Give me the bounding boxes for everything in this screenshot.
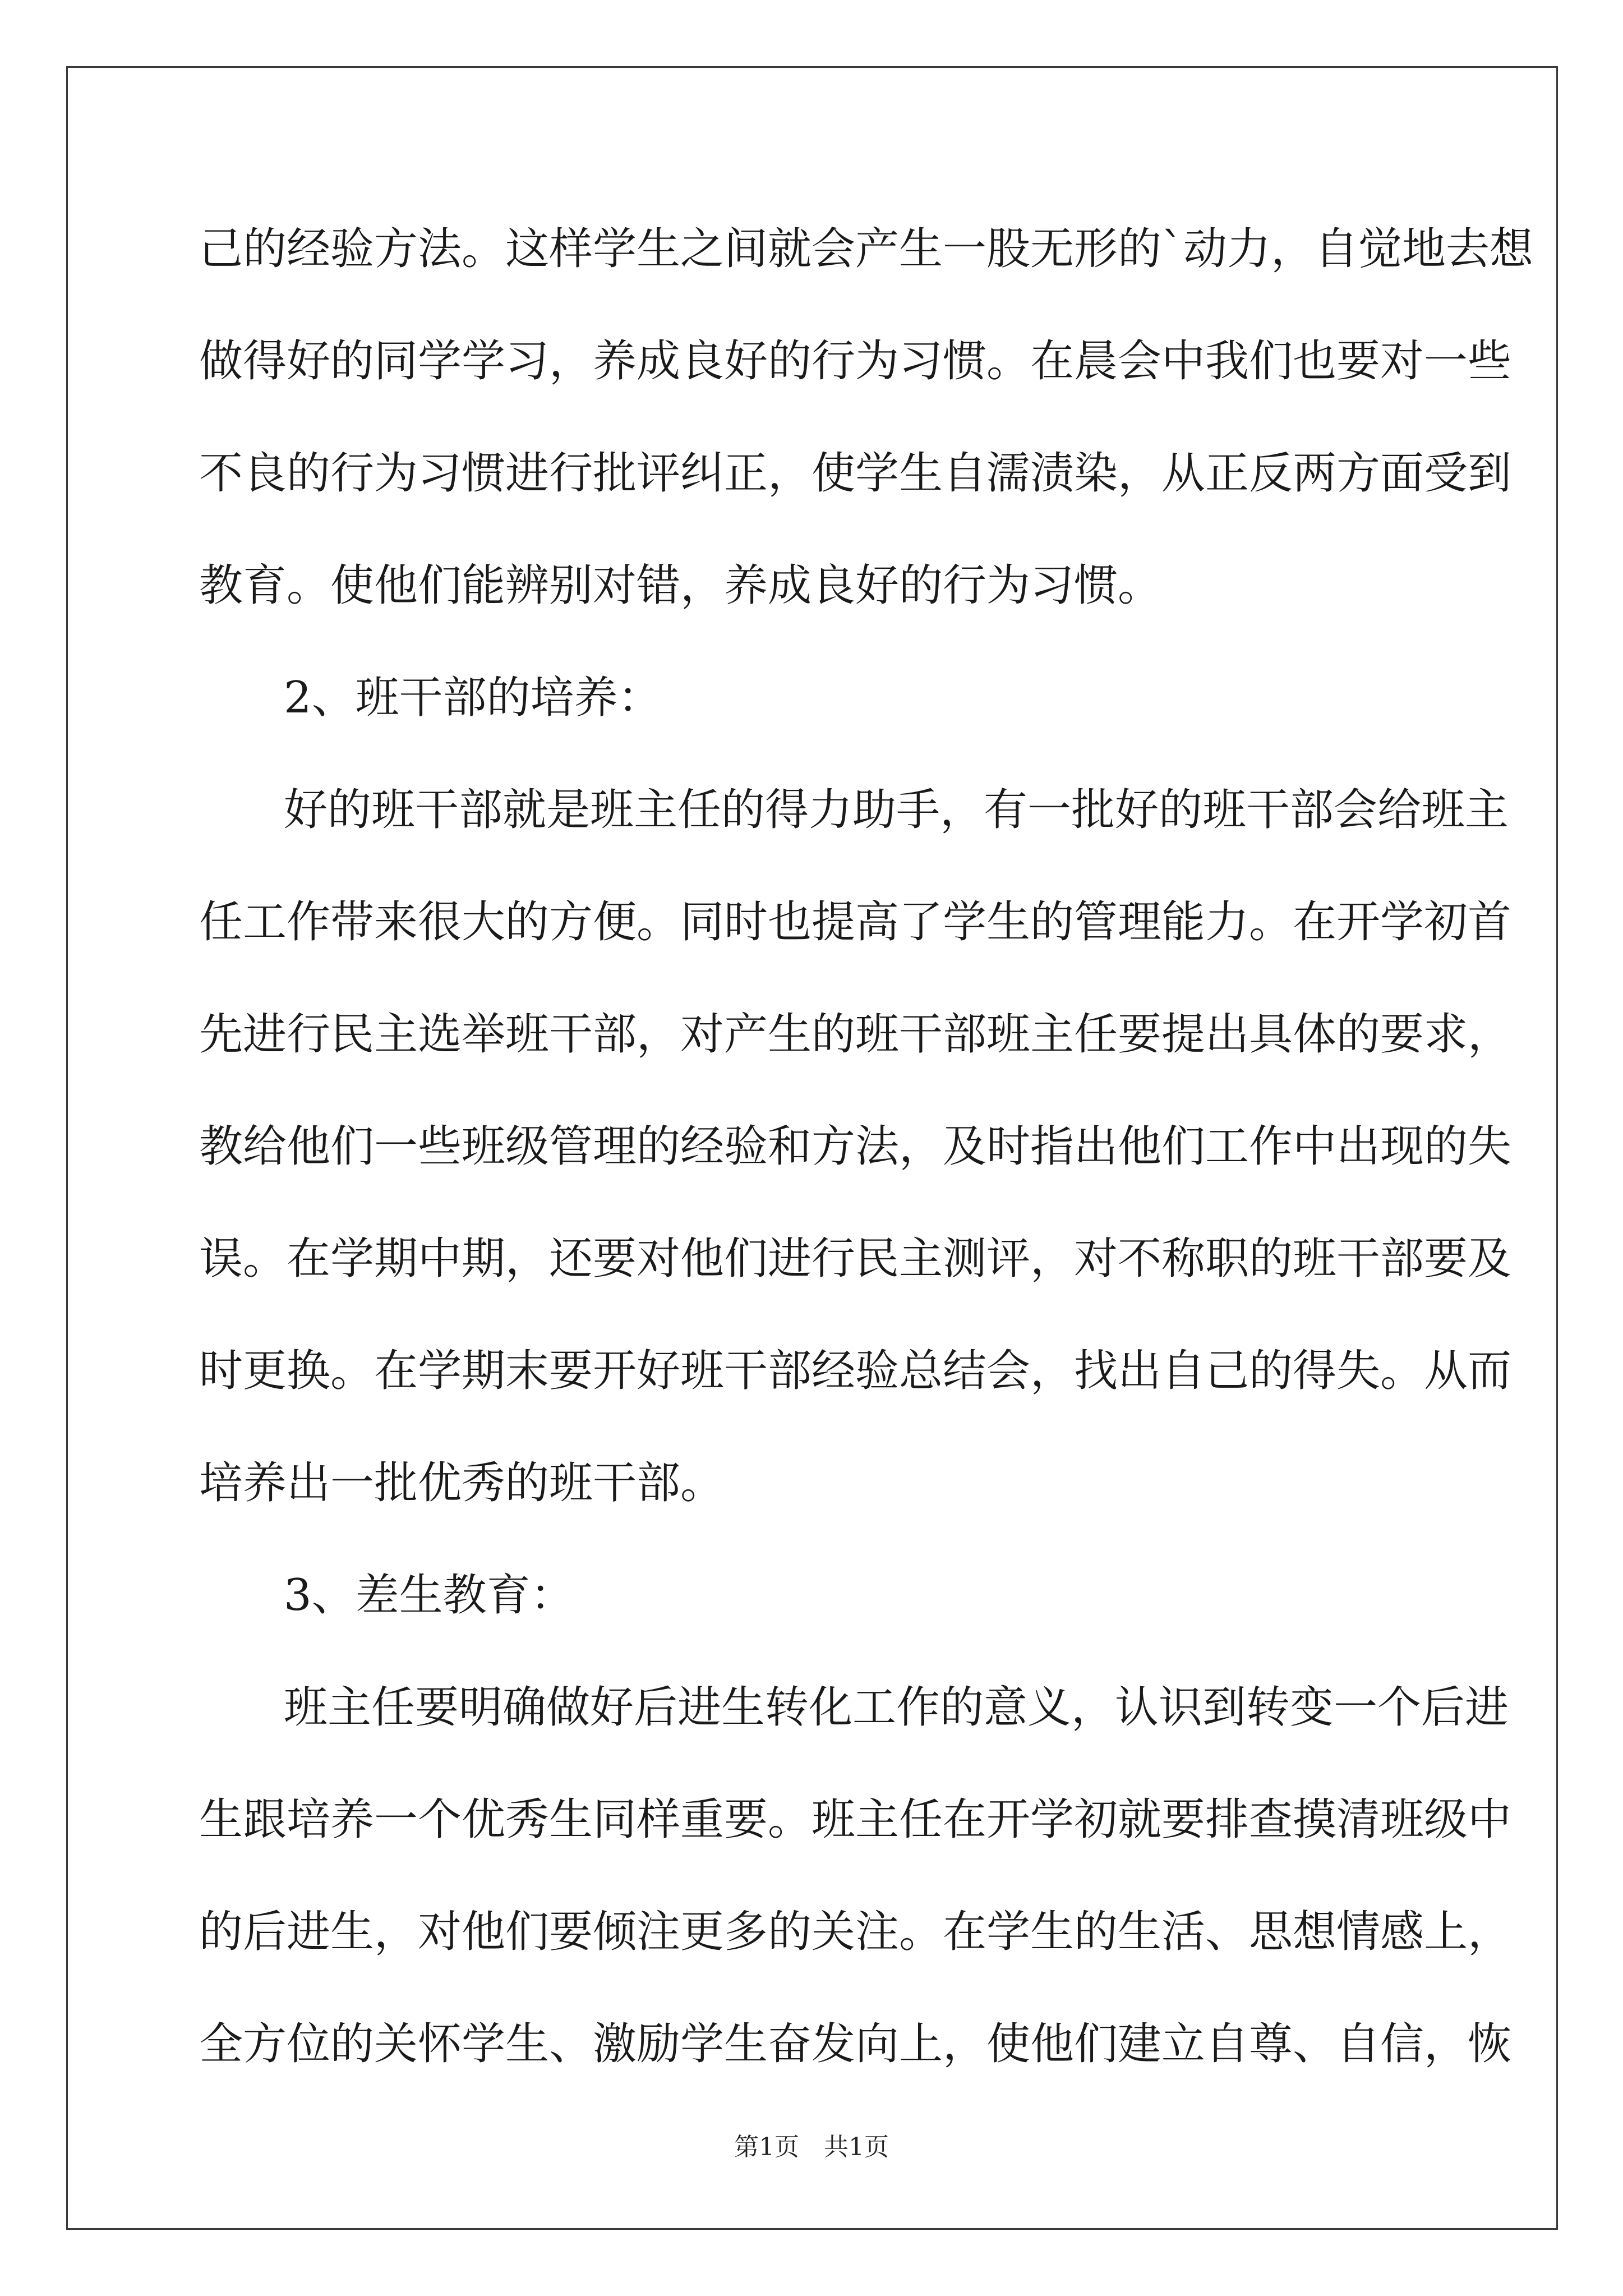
- paragraph-line: 先进行民主选举班干部，对产生的班干部班主任要提出具体的要求，: [199, 1009, 1512, 1060]
- paragraph-line: 教给他们一些班级管理的经验和方法，及时指出他们工作中出现的失: [199, 1121, 1512, 1172]
- page-number: 第1页: [734, 2133, 799, 2161]
- paragraph-line: 时更换。在学期末要开好班干部经验总结会，找出自己的得失。从而: [199, 1346, 1512, 1396]
- section-heading: 2、班干部的培养：: [284, 673, 662, 723]
- paragraph-line: 误。在学期中期，还要对他们进行民主测评，对不称职的班干部要及: [199, 1234, 1512, 1284]
- paragraph-line: 不良的行为习惯进行批评纠正，使学生自濡渍染，从正反两方面受到: [199, 448, 1512, 499]
- page-total: 共1页: [824, 2133, 889, 2161]
- section-heading: 3、差生教育：: [284, 1570, 574, 1621]
- paragraph-line: 做得好的同学学习，养成良好的行为习惯。在晨会中我们也要对一些: [199, 336, 1512, 386]
- page-footer: [0, 2131, 1623, 2164]
- paragraph-line: 培养出一批优秀的班干部。: [199, 1458, 725, 1508]
- paragraph-line: 好的班干部就是班主任的得力助手，有一批好的班干部会给班主: [284, 785, 1509, 835]
- paragraph-line: 教育。使他们能辨别对错，养成良好的行为习惯。: [199, 560, 1162, 611]
- paragraph-line: 己的经验方法。这样学生之间就会产生一股无形的`动力，自觉地去想: [199, 224, 1534, 274]
- paragraph-line: 全方位的关怀学生、激励学生奋发向上，使他们建立自尊、自信，恢: [199, 2019, 1512, 2069]
- paragraph-line: 任工作带来很大的方便。同时也提高了学生的管理能力。在开学初首: [199, 897, 1512, 947]
- paragraph-line: 的后进生，对他们要倾注更多的关注。在学生的生活、思想情感上，: [199, 1907, 1512, 1957]
- paragraph-line: 生跟培养一个优秀生同样重要。班主任在开学初就要排查摸清班级中: [199, 1795, 1512, 1845]
- paragraph-line: 班主任要明确做好后进生转化工作的意义，认识到转变一个后进: [284, 1682, 1509, 1733]
